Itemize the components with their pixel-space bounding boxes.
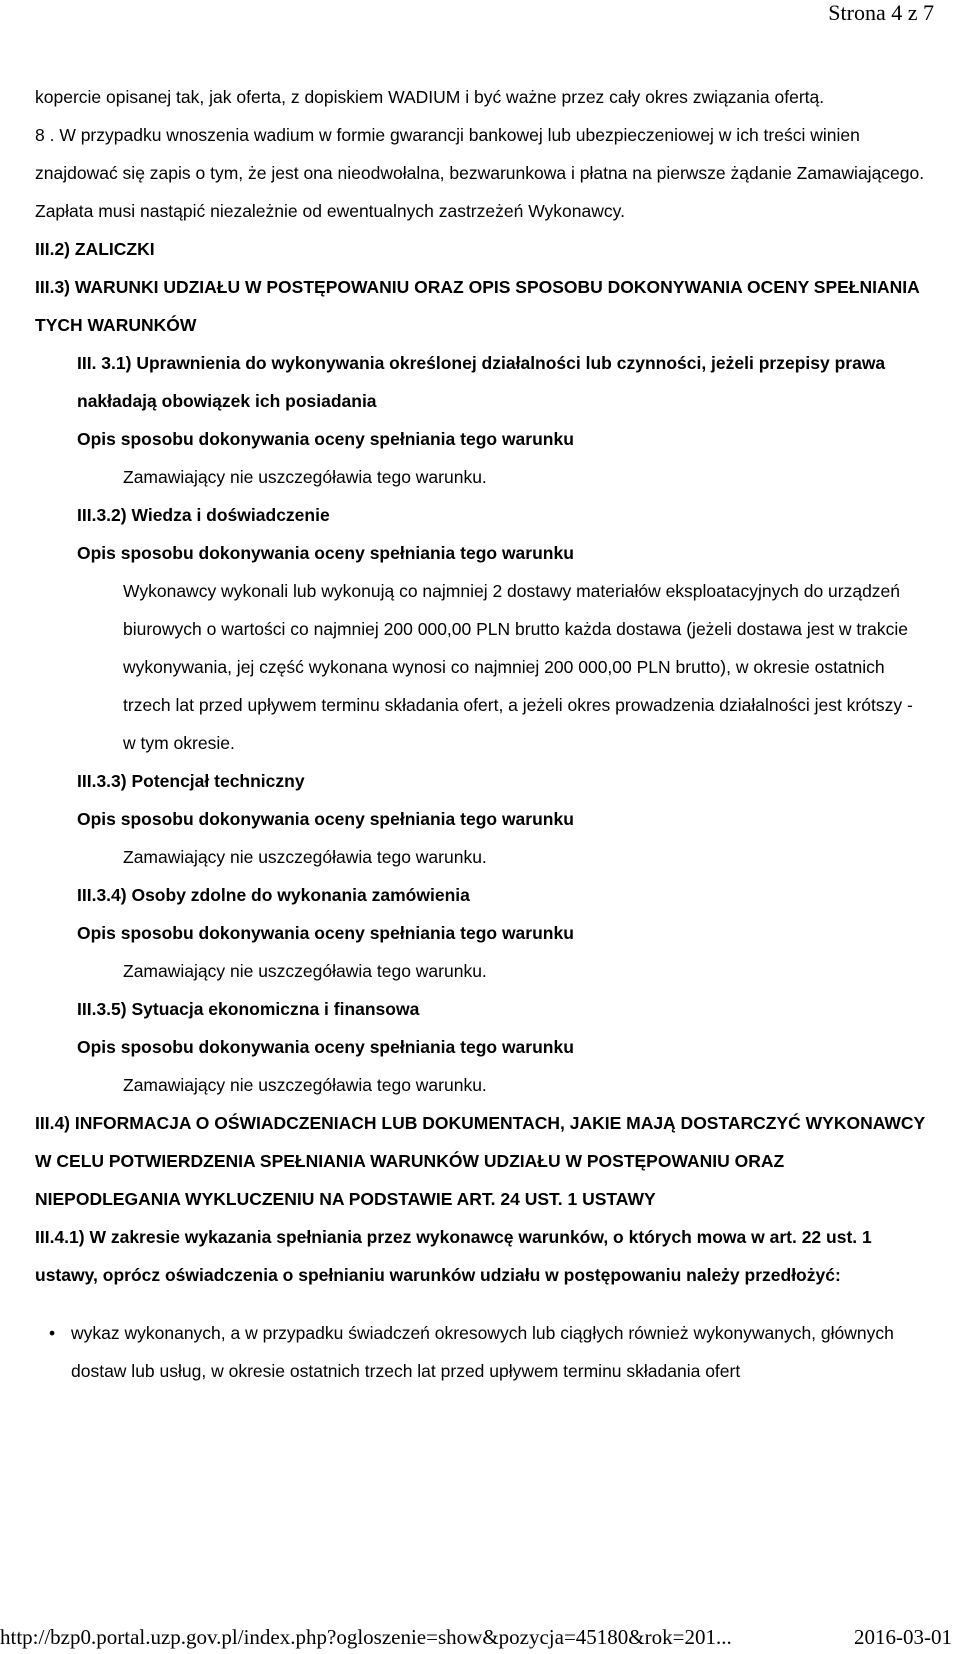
document-body (35, 78, 930, 1390)
section-heading-advances: III.2) ZALICZKI (35, 239, 155, 259)
assessment-label: Opis sposobu dokonywania oceny spełniania tego warunku (77, 1037, 574, 1057)
list-item-text: wykaz wykonanych, a w przypadku świadczeń okresowych lub ciągłych również wykonywanych, głównych dostaw lub usług, w okresie ostatnich trzech lat przed upływem terminu składania ofert (71, 1323, 894, 1381)
subsection-heading-technical-potential: III.3.3) Potencjał techniczny (77, 771, 305, 791)
paragraph-item-8: 8 . W przypadku wnoszenia wadium w formie gwarancji bankowej lub ubezpieczeniowej w ich treści winien znajdować się zapis o tym, że jest ona nieodwołalna, bezwarunkowa i płatna na pierwsze żądanie Zamawiającego. Zapłata musi nastąpić niezależnie od ewentualnych zastrzeżeń Wykonawcy. (35, 125, 925, 221)
page-number: Strona 4 z 7 (828, 0, 934, 25)
subsection-heading-economic-situation: III.3.5) Sytuacja ekonomiczna i finansowa (77, 999, 420, 1019)
bullet-icon: • (49, 1323, 56, 1343)
assessment-value: Zamawiający nie uszczegóławia tego warunku. (123, 961, 487, 981)
subsection-heading-permissions: III. 3.1) Uprawnienia do wykonywania określonej działalności lub czynności, jeżeli przepisy prawa nakładają obowiązek ich posiadania (77, 353, 886, 411)
assessment-label: Opis sposobu dokonywania oceny spełniania tego warunku (77, 543, 574, 563)
assessment-value: Zamawiający nie uszczegóławia tego warunku. (123, 847, 487, 867)
paragraph-wadium-envelope: kopercie opisanej tak, jak oferta, z dopiskiem WADIUM i być ważne przez cały okres związania ofertą. (35, 87, 825, 107)
subsection-heading-documents-conditions: III.4.1) W zakresie wykazania spełniania przez wykonawcę warunków, o których mowa w art. 22 ust. 1 ustawy, oprócz oświadczenia o spełnianiu warunków udziału w postępowaniu należy przedłożyć: (35, 1227, 872, 1285)
source-url: http://bzp0.portal.uzp.gov.pl/index.php?ogloszenie=show&pozycja=45180&rok=201... (0, 1625, 732, 1649)
list-item (35, 1314, 930, 1390)
subsection-heading-personnel: III.3.4) Osoby zdolne do wykonania zamówienia (77, 885, 470, 905)
section-heading-participation-conditions: III.3) WARUNKI UDZIAŁU W POSTĘPOWANIU ORAZ OPIS SPOSOBU DOKONYWANIA OCENY SPEŁNIANIA TYCH WARUNKÓW (35, 277, 920, 335)
section-heading-documents: III.4) INFORMACJA O OŚWIADCZENIACH LUB DOKUMENTACH, JAKIE MAJĄ DOSTARCZYĆ WYKONAWCY W CELU POTWIERDZENIA SPEŁNIANIA WARUNKÓW UDZIAŁU W POSTĘPOWANIU ORAZ NIEPODLEGANIA WYKLUCZENIU NA PODSTAWIE ART. 24 UST. 1 USTAWY (35, 1113, 925, 1209)
assessment-label: Opis sposobu dokonywania oceny spełniania tego warunku (77, 809, 574, 829)
documents-list (35, 1314, 930, 1390)
assessment-value: Zamawiający nie uszczegóławia tego warunku. (123, 1075, 487, 1095)
assessment-value: Zamawiający nie uszczegóławia tego warunku. (123, 467, 487, 487)
page-footer (0, 1624, 952, 1650)
print-date: 2016-03-01 (854, 1625, 952, 1649)
experience-requirement-text: Wykonawcy wykonali lub wykonują co najmniej 2 dostawy materiałów eksploatacyjnych do urządzeń biurowych o wartości co najmniej 200 000,00 PLN brutto każda dostawa (jeżeli dostawa jest w trakcie wykonywania, jej część wykonana wynosi co najmniej 200 000,00 PLN brutto), w okresie ostatnich trzech lat przed upływem terminu składania ofert, a jeżeli okres prowadzenia działalności jest krótszy - w tym okresie. (123, 581, 913, 753)
assessment-label: Opis sposobu dokonywania oceny spełniania tego warunku (77, 429, 574, 449)
subsection-heading-experience: III.3.2) Wiedza i doświadczenie (77, 505, 330, 525)
assessment-label: Opis sposobu dokonywania oceny spełniania tego warunku (77, 923, 574, 943)
